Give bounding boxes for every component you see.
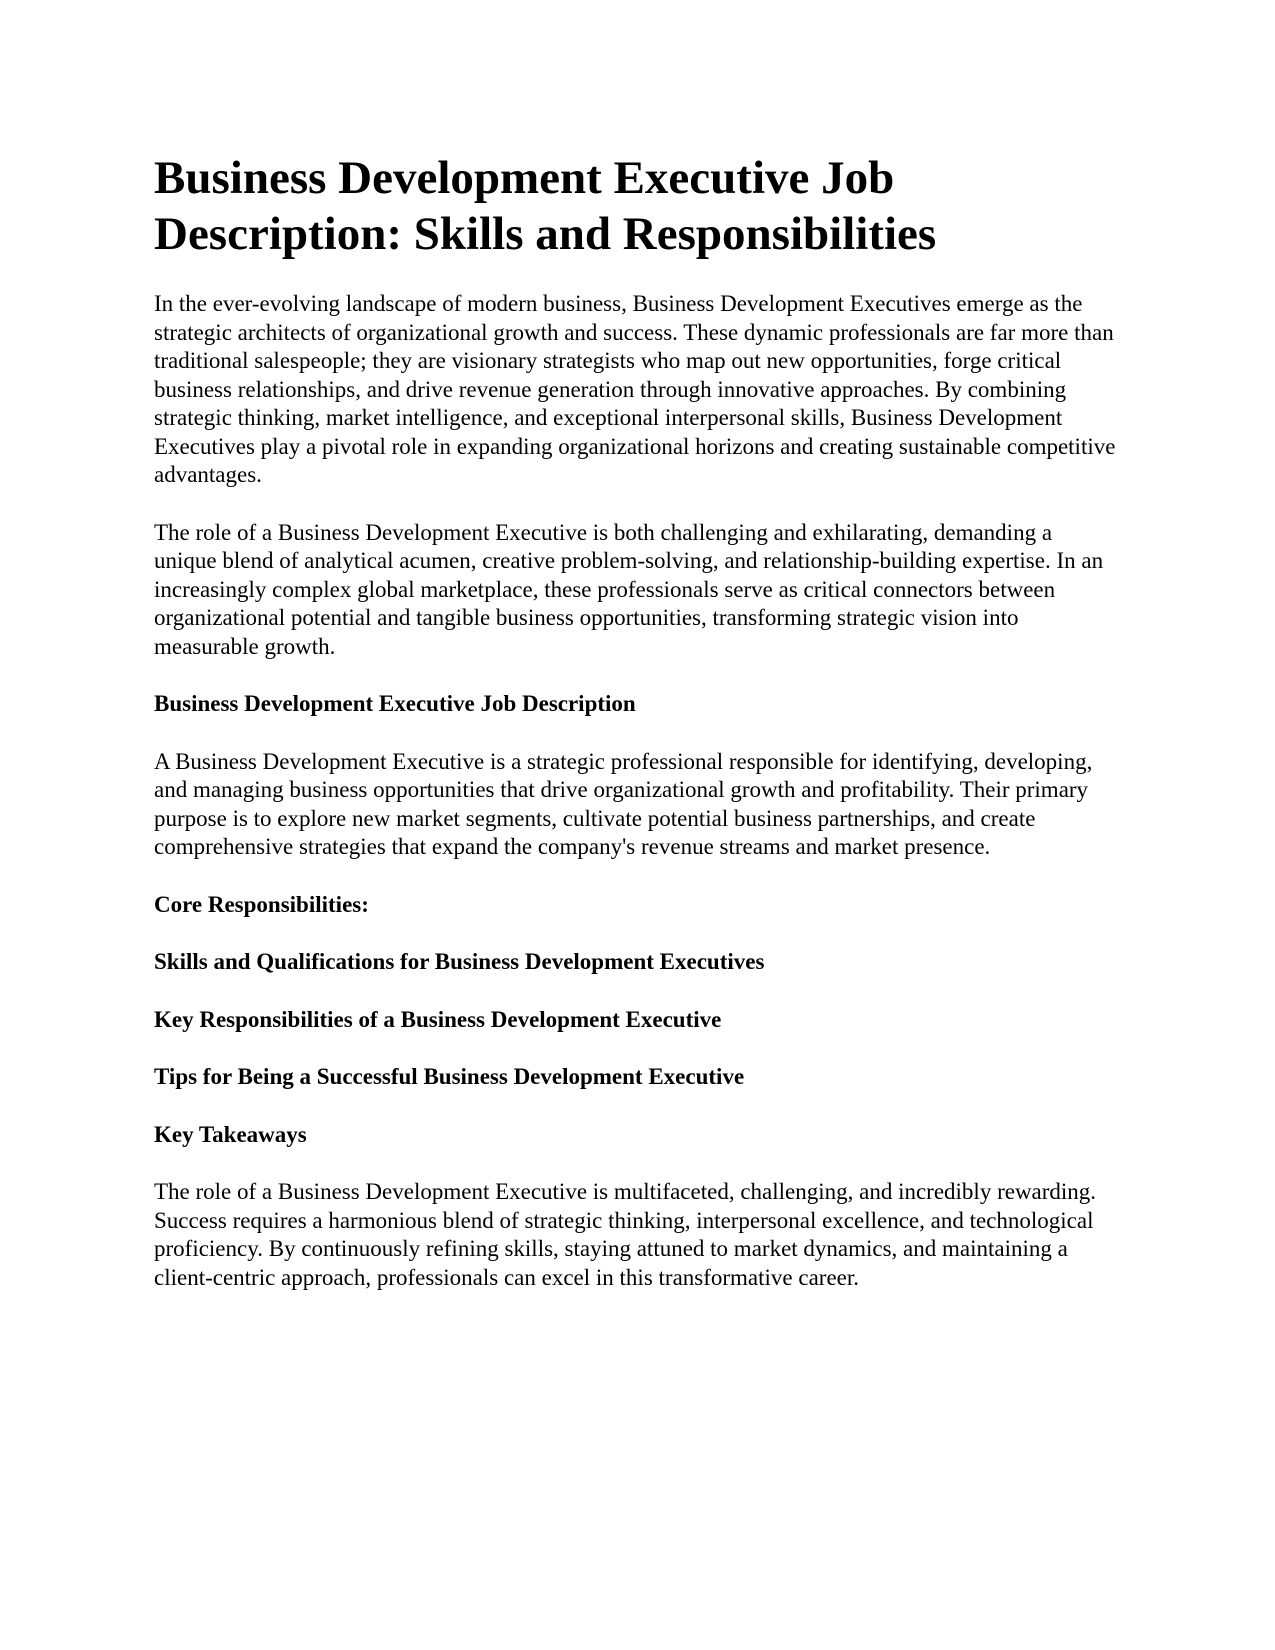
intro-paragraph-1: In the ever-evolving landscape of modern business, Business Development Executives emerge as the strategic architects of organizational growth and success. These dynamic professionals are far more than traditional salespeople; they are visionary strategists who map out new opportunities, forge critical business relationships, and drive revenue generation through innovative approaches. By combining strategic thinking, market intelligence, and exceptional interpersonal skills, Business Development Executives play a pivotal role in expanding organizational horizons and creating sustainable competitive advantages. <box>154 291 1116 487</box>
spacer <box>154 1149 1116 1178</box>
spacer <box>154 919 1116 948</box>
spacer <box>154 862 1116 891</box>
takeaways-paragraph: The role of a Business Development Executive is multifaceted, challenging, and incredibly rewarding. Success requires a harmonious blend of strategic thinking, interpersonal excellence, and technological proficiency. By continuously refining skills, staying attuned to market dynamics, and maintaining a client-centric approach, professionals can excel in this transformative career. <box>154 1179 1097 1290</box>
job-description-heading: Business Development Executive Job Description <box>154 691 636 716</box>
key-responsibilities-heading: Key Responsibilities of a Business Development Executive <box>154 1006 722 1032</box>
tips-heading: Tips for Being a Successful Business Development Executive <box>154 1064 745 1089</box>
document-content <box>154 150 1116 1292</box>
spacer <box>154 262 1116 290</box>
spacer <box>154 1092 1116 1121</box>
spacer <box>154 977 1116 1006</box>
document-title: Business Development Executive Job Description: Skills and Responsibilities <box>154 152 937 260</box>
job-description-paragraph: A Business Development Executive is a strategic professional responsible for identifying, developing, and managing business opportunities that drive organizational growth and profitability. Their primary purpose is to explore new market segments, cultivate potential business partnerships, and create comprehensive strategies that expand the company's revenue streams and market presence. <box>154 748 1093 859</box>
spacer <box>154 1034 1116 1063</box>
spacer <box>154 490 1116 519</box>
spacer <box>154 719 1116 748</box>
intro-paragraph-2: The role of a Business Development Executive is both challenging and exhilarating, demanding a unique blend of analytical acumen, creative problem-solving, and relationship-building expertise. In an increasingly complex global marketplace, these professionals serve as critical connectors between organizational potential and tangible business opportunities, transforming strategic vision into measurable growth. <box>154 519 1104 659</box>
key-takeaways-heading: Key Takeaways <box>154 1121 307 1147</box>
core-responsibilities-heading: Core Responsibilities: <box>154 891 369 917</box>
skills-qualifications-heading: Skills and Qualifications for Business Development Executives <box>154 949 765 974</box>
spacer <box>154 661 1116 690</box>
